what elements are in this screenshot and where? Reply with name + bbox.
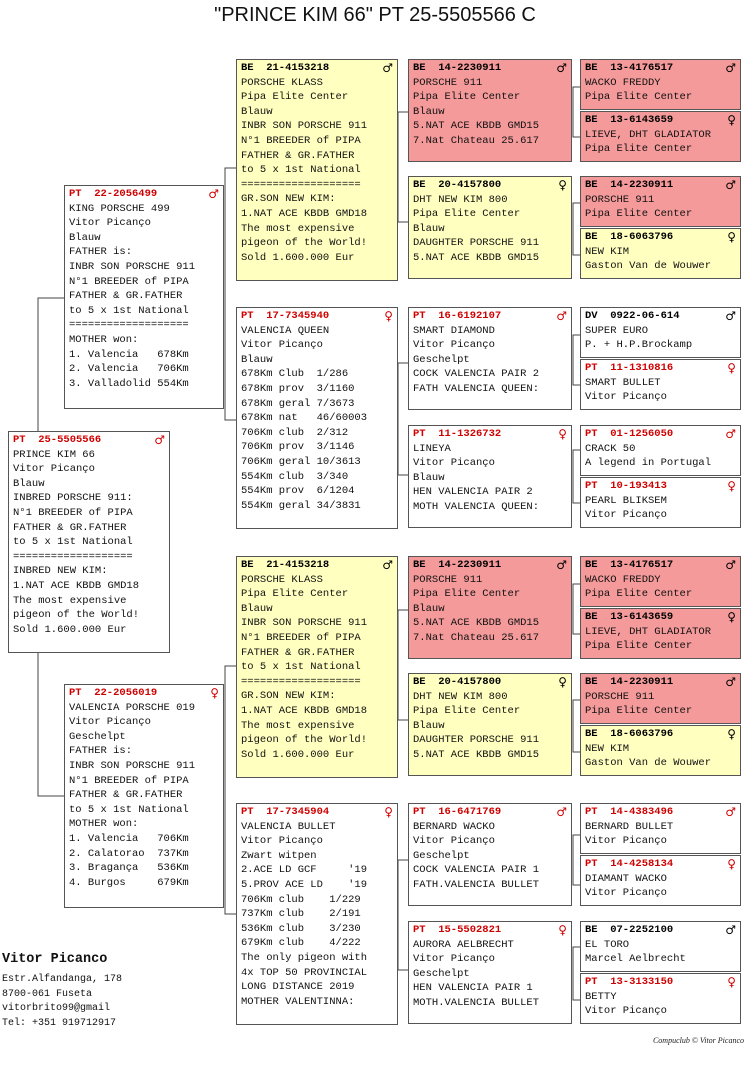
pigeon-name: NEW KIM: [585, 245, 630, 258]
pigeon-info-line: Vitor Picanço: [585, 835, 667, 848]
pigeon-info-line: Gaston Van de Wouwer: [585, 757, 712, 770]
pigeon-info-line: 706Km prov 3/1146: [241, 441, 355, 454]
ring-number: BE 14-2230911: [413, 559, 502, 571]
pigeon-info-line: FATH.VALENCIA BULLET: [413, 878, 540, 891]
pedigree-card-gen5-3[interactable]: [580, 176, 741, 227]
ring-number: BE 20-4157800: [413, 179, 502, 191]
pedigree-card-subject[interactable]: [8, 431, 170, 653]
pigeon-name: VALENCIA BULLET: [241, 820, 336, 833]
pigeon-name: SMART DIAMOND: [413, 324, 495, 337]
ring-number: PT 17-7345940: [241, 310, 330, 322]
male-symbol-icon: ♂: [725, 675, 736, 689]
ring-number: BE 14-2230911: [585, 179, 674, 191]
ring-number: BE 14-2230911: [413, 62, 502, 74]
ring-header: [585, 479, 736, 494]
ring-number: BE 18-6063796: [585, 728, 674, 740]
pigeon-info-line: Zwart witpen: [241, 849, 317, 862]
pigeon-info-line: Blauw: [413, 471, 445, 484]
ring-number: BE 20-4157800: [413, 676, 502, 688]
pigeon-info-line: Blauw: [413, 222, 445, 235]
pigeon-info-line: GR.SON NEW KIM:: [241, 690, 336, 703]
pigeon-info-line: 1.NAT ACE KBDB GMD18: [13, 579, 140, 592]
pigeon-info-line: 1.NAT ACE KBDB GMD18: [241, 704, 368, 717]
pigeon-info-line: pigeon of the World!: [241, 734, 368, 747]
pigeon-info-line: 7.Nat Chateau 25.617: [413, 134, 540, 147]
ring-header: [241, 558, 393, 573]
pigeon-info-line: 1. Valencia 678Km: [69, 348, 189, 361]
ring-number: BE 21-4153218: [241, 559, 330, 571]
ring-number: BE 13-4176517: [585, 62, 674, 74]
ring-number: BE 13-6143659: [585, 611, 674, 623]
male-symbol-icon: ♂: [725, 923, 736, 937]
pigeon-name: AURORA AELBRECHT: [413, 938, 514, 951]
pigeon-info-line: The most expensive: [241, 222, 355, 235]
pigeon-info-line: 3. Bragança 536Km: [69, 862, 189, 875]
male-symbol-icon: ♂: [725, 61, 736, 75]
ring-number: PT 10-193413: [585, 480, 667, 492]
ring-header: [413, 675, 567, 690]
pigeon-info-line: Pipa Elite Center: [413, 705, 521, 718]
pedigree-card-gen5-12[interactable]: [580, 725, 741, 776]
pedigree-card-sire-dam[interactable]: [236, 307, 398, 529]
ring-number: BE 13-6143659: [585, 114, 674, 126]
pigeon-info-line: 2. Valencia 706Km: [69, 363, 189, 376]
ring-header: [585, 805, 736, 820]
pigeon-info-line: MOTHER VALENTINNA:: [241, 995, 355, 1008]
pigeon-info-line: Vitor Picanço: [413, 339, 495, 352]
ring-header: [585, 113, 736, 128]
pigeon-info-line: 737Km club 2/191: [241, 908, 361, 921]
ring-number: DV 0922-06-614: [585, 310, 680, 322]
pigeon-info-line: INBRED PORSCHE 911:: [13, 492, 133, 505]
pigeon-info-line: Marcel Aelbrecht: [585, 953, 686, 966]
ring-number: PT 14-4258134: [585, 858, 674, 870]
male-symbol-icon: ♂: [725, 178, 736, 192]
pigeon-info-line: Vitor Picanço: [585, 887, 667, 900]
pigeon-info-line: Vitor Picanço: [585, 509, 667, 522]
ring-header: [69, 187, 219, 202]
female-symbol-icon: ♀: [558, 178, 567, 192]
pedigree-card-sire-sire[interactable]: [236, 59, 398, 281]
pigeon-info-line: Blauw: [13, 477, 45, 490]
pedigree-card-dds[interactable]: [408, 803, 572, 906]
ring-number: PT 15-5502821: [413, 924, 502, 936]
pigeon-info-line: Sold 1.600.000 Eur: [13, 623, 127, 636]
ring-header: [585, 61, 736, 76]
pigeon-info-line: 5.PROV ACE LD '19: [241, 878, 368, 891]
male-symbol-icon: ♂: [556, 805, 567, 819]
ring-header: [413, 558, 567, 573]
ring-number: PT 25-5505566: [13, 434, 102, 446]
female-symbol-icon: ♀: [727, 361, 736, 375]
pigeon-info-line: ===================: [69, 319, 189, 332]
pigeon-info-line: INBRED NEW KIM:: [13, 565, 108, 578]
pedigree-card-gen5-6[interactable]: [580, 359, 741, 410]
male-symbol-icon: ♂: [556, 61, 567, 75]
pigeon-info-line: to 5 x 1st National: [13, 536, 133, 549]
pigeon-info-line: The most expensive: [13, 594, 127, 607]
pigeon-info-line: INBR SON PORSCHE 911: [241, 617, 368, 630]
ring-header: [585, 558, 736, 573]
pigeon-info-line: DAUGHTER PORSCHE 911: [413, 734, 540, 747]
pedigree-card-sdd[interactable]: [408, 425, 572, 528]
pigeon-info-line: N°1 BREEDER of PIPA: [69, 774, 189, 787]
pigeon-name: BERNARD BULLET: [585, 820, 674, 833]
pigeon-info-line: Geschelpt: [69, 730, 126, 743]
ring-header: [241, 309, 393, 324]
ring-header: [413, 309, 567, 324]
pigeon-info-line: Blauw: [241, 105, 273, 118]
owner-email[interactable]: vitorbrito99@gmail: [2, 1003, 111, 1014]
ring-number: BE 14-2230911: [585, 676, 674, 688]
pigeon-name: DIAMANT WACKO: [585, 872, 667, 885]
pigeon-info-line: Sold 1.600.000 Eur: [241, 748, 355, 761]
pigeon-info-line: 706Km geral 10/3613: [241, 455, 361, 468]
pigeon-info-line: Sold 1.600.000 Eur: [241, 251, 355, 264]
pigeon-info-line: P. + H.P.Brockamp: [585, 339, 693, 352]
owner-phone[interactable]: Tel: +351 919712917: [2, 1017, 117, 1029]
pedigree-card-gen5-8[interactable]: [580, 477, 741, 528]
pigeon-info-line: 678Km prov 3/1160: [241, 382, 355, 395]
pigeon-info-line: FATHER & GR.FATHER: [69, 789, 183, 802]
ring-header: [585, 857, 736, 872]
pigeon-info-line: FATHER & GR.FATHER: [241, 149, 355, 162]
pigeon-info-line: Pipa Elite Center: [241, 91, 349, 104]
pigeon-info-line: 2.ACE LD GCF '19: [241, 864, 368, 877]
ring-header: [13, 433, 165, 448]
ring-number: BE 18-6063796: [585, 231, 674, 243]
pigeon-info-line: Blauw: [413, 719, 445, 732]
pedigree-card-dss[interactable]: [408, 556, 572, 659]
pedigree-card-gen5-7[interactable]: [580, 425, 741, 476]
pigeon-info-line: 1. Valencia 706Km: [69, 832, 189, 845]
pigeon-info-line: 4x TOP 50 PROVINCIAL: [241, 966, 368, 979]
male-symbol-icon: ♂: [725, 309, 736, 323]
ring-header: [585, 610, 736, 625]
pigeon-info-line: HEN VALENCIA PAIR 1: [413, 982, 533, 995]
pigeon-info-line: 678Km geral 7/3673: [241, 397, 355, 410]
pigeon-info-line: 706Km club 1/229: [241, 893, 361, 906]
pigeon-name: WACKO FREDDY: [585, 573, 661, 586]
pigeon-name: DHT NEW KIM 800: [413, 193, 508, 206]
female-symbol-icon: ♀: [727, 230, 736, 244]
pigeon-name: PRINCE KIM 66: [13, 448, 95, 461]
pigeon-info-line: MOTH VALENCIA QUEEN:: [413, 500, 540, 513]
pigeon-name: PORSCHE 911: [585, 193, 655, 206]
pedigree-card-gen5-11[interactable]: [580, 673, 741, 724]
pedigree-card-gen5-15[interactable]: [580, 921, 741, 972]
ring-header: [585, 675, 736, 690]
male-symbol-icon: ♂: [208, 187, 219, 201]
pigeon-info-line: 554Km prov 6/1204: [241, 485, 355, 498]
pigeon-info-line: Vitor Picanço: [413, 457, 495, 470]
male-symbol-icon: ♂: [382, 558, 393, 572]
ring-number: BE 21-4153218: [241, 62, 330, 74]
female-symbol-icon: ♀: [727, 479, 736, 493]
pigeon-name: SMART BULLET: [585, 376, 661, 389]
pedigree-card-sire[interactable]: [64, 185, 224, 409]
pigeon-info-line: Geschelpt: [413, 353, 470, 366]
pigeon-info-line: 706Km club 2/312: [241, 426, 349, 439]
ring-header: [413, 805, 567, 820]
pigeon-info-line: Pipa Elite Center: [413, 91, 521, 104]
ring-header: [413, 923, 567, 938]
pigeon-info-line: Vitor Picanço: [69, 716, 151, 729]
female-symbol-icon: ♀: [384, 309, 393, 323]
pigeon-info-line: pigeon of the World!: [241, 237, 368, 250]
ring-number: BE 13-4176517: [585, 559, 674, 571]
pigeon-info-line: FATHER & GR.FATHER: [241, 646, 355, 659]
male-symbol-icon: ♂: [725, 805, 736, 819]
pigeon-info-line: Vitor Picanço: [13, 463, 95, 476]
pigeon-info-line: 536Km club 3/230: [241, 922, 361, 935]
ring-number: PT 01-1256050: [585, 428, 674, 440]
pigeon-info-line: The most expensive: [241, 719, 355, 732]
pigeon-name: PORSCHE KLASS: [241, 573, 323, 586]
pigeon-info-line: MOTH.VALENCIA BULLET: [413, 996, 540, 1009]
pigeon-info-line: Blauw: [241, 353, 273, 366]
pigeon-info-line: FATH VALENCIA QUEEN:: [413, 382, 540, 395]
pigeon-info-line: 5.NAT ACE KBDB GMD15: [413, 748, 540, 761]
female-symbol-icon: ♀: [727, 975, 736, 989]
pigeon-info-line: to 5 x 1st National: [69, 304, 189, 317]
pigeon-info-line: FATHER is:: [69, 246, 133, 259]
pigeon-info-line: 679Km club 4/222: [241, 937, 361, 950]
pigeon-info-line: 678Km nat 46/60003: [241, 412, 368, 425]
pigeon-info-line: pigeon of the World!: [13, 609, 140, 622]
pigeon-info-line: Blauw: [413, 602, 445, 615]
pigeon-info-line: 4. Burgos 679Km: [69, 876, 189, 889]
pigeon-info-line: N°1 BREEDER of PIPA: [241, 134, 361, 147]
female-symbol-icon: ♀: [727, 727, 736, 741]
ring-header: [585, 361, 736, 376]
pedigree-title: "PRINCE KIM 66" PT 25-5505566 C: [214, 4, 536, 26]
ring-number: PT 16-6192107: [413, 310, 502, 322]
male-symbol-icon: ♂: [556, 309, 567, 323]
credit-footer: Compuclub © Vitor Picanco: [652, 1036, 744, 1045]
pigeon-info-line: INBR SON PORSCHE 911: [69, 260, 196, 273]
female-symbol-icon: ♀: [558, 923, 567, 937]
pigeon-name: PORSCHE 911: [413, 76, 483, 89]
pedigree-card-sss[interactable]: [408, 59, 572, 162]
pedigree-card-gen5-1[interactable]: [580, 59, 741, 110]
pigeon-info-line: Pipa Elite Center: [585, 208, 693, 221]
ring-number: PT 16-6471769: [413, 806, 502, 818]
pigeon-name: PEARL BLIKSEM: [585, 494, 667, 507]
pigeon-info-line: Pipa Elite Center: [241, 588, 349, 601]
pigeon-info-line: Pipa Elite Center: [585, 640, 693, 653]
pigeon-name: EL TORO: [585, 938, 630, 951]
male-symbol-icon: ♂: [382, 61, 393, 75]
female-symbol-icon: ♀: [384, 805, 393, 819]
pigeon-info-line: Vitor Picanço: [413, 953, 495, 966]
owner-address-street: Estr.Alfandanga, 178: [2, 974, 123, 985]
pedigree-card-dam-dam[interactable]: [236, 803, 398, 1025]
ring-header: [585, 178, 736, 193]
ring-header: [585, 975, 736, 990]
pigeon-info-line: Pipa Elite Center: [413, 208, 521, 221]
pigeon-info-line: DAUGHTER PORSCHE 911: [413, 237, 540, 250]
pigeon-info-line: MOTHER won:: [69, 818, 139, 831]
pigeon-info-line: to 5 x 1st National: [241, 661, 361, 674]
pedigree-card-gen5-14[interactable]: [580, 855, 741, 906]
pigeon-name: WACKO FREDDY: [585, 76, 661, 89]
owner-address-city: 8700-061 Fuseta: [2, 988, 93, 1000]
pigeon-info-line: 2. Calatorao 737Km: [69, 847, 189, 860]
pigeon-name: PORSCHE 911: [413, 573, 483, 586]
pigeon-info-line: GR.SON NEW KIM:: [241, 193, 336, 206]
pigeon-info-line: Gaston Van de Wouwer: [585, 260, 712, 273]
pigeon-info-line: ===================: [13, 550, 133, 563]
pigeon-name: CRACK 50: [585, 442, 636, 455]
pedigree-card-gen5-2[interactable]: [580, 111, 741, 162]
pigeon-info-line: 678Km Club 1/286: [241, 368, 349, 381]
ring-number: PT 11-1310816: [585, 362, 674, 374]
male-symbol-icon: ♂: [154, 433, 165, 447]
pigeon-info-line: 7.Nat Chateau 25.617: [413, 631, 540, 644]
pedigree-card-gen5-16[interactable]: [580, 973, 741, 1024]
pigeon-info-line: Vitor Picanço: [241, 339, 323, 352]
owner-name: Vitor Picanco: [2, 952, 108, 967]
pedigree-card-gen5-13[interactable]: [580, 803, 741, 854]
pedigree-card-ddd[interactable]: [408, 921, 572, 1024]
pigeon-info-line: Vitor Picanço: [69, 217, 151, 230]
female-symbol-icon: ♀: [727, 857, 736, 871]
pigeon-name: VALENCIA QUEEN: [241, 324, 330, 337]
pigeon-info-line: 554Km geral 34/3831: [241, 499, 361, 512]
ring-header: [585, 923, 736, 938]
pedigree-card-sds[interactable]: [408, 307, 572, 410]
pigeon-info-line: INBR SON PORSCHE 911: [69, 759, 196, 772]
pigeon-name: BERNARD WACKO: [413, 820, 495, 833]
pigeon-name: DHT NEW KIM 800: [413, 690, 508, 703]
pigeon-name: KING PORSCHE 499: [69, 202, 170, 215]
female-symbol-icon: ♀: [210, 686, 219, 700]
pigeon-info-line: 3. Valladolid 554Km: [69, 377, 189, 390]
ring-header: [585, 230, 736, 245]
pigeon-name: LIEVE, DHT GLADIATOR: [585, 625, 712, 638]
pigeon-info-line: ===================: [241, 178, 361, 191]
pigeon-info-line: Pipa Elite Center: [585, 705, 693, 718]
pigeon-info-line: FATHER is:: [69, 745, 133, 758]
pigeon-info-line: N°1 BREEDER of PIPA: [13, 506, 133, 519]
ring-header: [413, 427, 567, 442]
pigeon-info-line: FATHER & GR.FATHER: [69, 290, 183, 303]
ring-number: PT 11-1326732: [413, 428, 502, 440]
male-symbol-icon: ♂: [725, 427, 736, 441]
pedigree-card-dam[interactable]: [64, 684, 224, 908]
pedigree-card-gen5-10[interactable]: [580, 608, 741, 659]
pigeon-name: SUPER EURO: [585, 324, 649, 337]
ring-number: PT 14-4383496: [585, 806, 674, 818]
pigeon-info-line: COCK VALENCIA PAIR 1: [413, 864, 540, 877]
pigeon-info-line: LONG DISTANCE 2019: [241, 981, 355, 994]
pigeon-info-line: Blauw: [241, 602, 273, 615]
pigeon-info-line: Vitor Picanço: [413, 835, 495, 848]
pigeon-info-line: ===================: [241, 675, 361, 688]
pigeon-info-line: Blauw: [413, 105, 445, 118]
pedigree-card-gen5-4[interactable]: [580, 228, 741, 279]
pigeon-info-line: A legend in Portugal: [585, 457, 712, 470]
pigeon-info-line: Pipa Elite Center: [585, 91, 693, 104]
pigeon-info-line: Geschelpt: [413, 849, 470, 862]
owner-info: [2, 952, 122, 1031]
ring-number: PT 22-2056019: [69, 687, 158, 699]
pigeon-name: PORSCHE 911: [585, 690, 655, 703]
pigeon-info-line: 554Km club 3/340: [241, 470, 349, 483]
ring-number: PT 22-2056499: [69, 188, 158, 200]
pigeon-name: LIEVE, DHT GLADIATOR: [585, 128, 712, 141]
pedigree-card-dsd[interactable]: [408, 673, 572, 776]
pigeon-info-line: INBR SON PORSCHE 911: [241, 120, 368, 133]
pigeon-info-line: 1.NAT ACE KBDB GMD18: [241, 207, 368, 220]
pigeon-info-line: 5.NAT ACE KBDB GMD15: [413, 120, 540, 133]
pigeon-info-line: 5.NAT ACE KBDB GMD15: [413, 251, 540, 264]
female-symbol-icon: ♀: [727, 610, 736, 624]
ring-number: PT 13-3133150: [585, 976, 674, 988]
pigeon-info-line: MOTHER won:: [69, 333, 139, 346]
pigeon-info-line: to 5 x 1st National: [69, 803, 189, 816]
pigeon-info-line: Pipa Elite Center: [585, 588, 693, 601]
ring-header: [585, 427, 736, 442]
female-symbol-icon: ♀: [558, 675, 567, 689]
pigeon-info-line: FATHER & GR.FATHER: [13, 521, 127, 534]
pedigree-card-dam-sire[interactable]: [236, 556, 398, 778]
male-symbol-icon: ♂: [725, 558, 736, 572]
pedigree-card-ssd[interactable]: [408, 176, 572, 279]
ring-header: [241, 805, 393, 820]
ring-header: [413, 61, 567, 76]
ring-header: [585, 309, 736, 324]
ring-header: [69, 686, 219, 701]
pedigree-card-gen5-5[interactable]: [580, 307, 741, 358]
male-symbol-icon: ♂: [556, 558, 567, 572]
female-symbol-icon: ♀: [558, 427, 567, 441]
pigeon-info-line: COCK VALENCIA PAIR 2: [413, 368, 540, 381]
pigeon-name: VALENCIA PORSCHE 019: [69, 701, 196, 714]
pigeon-info-line: Vitor Picanço: [585, 1005, 667, 1018]
pigeon-name: BETTY: [585, 990, 617, 1003]
pigeon-info-line: Pipa Elite Center: [585, 143, 693, 156]
pigeon-info-line: Blauw: [69, 231, 101, 244]
pigeon-info-line: to 5 x 1st National: [241, 164, 361, 177]
pedigree-card-gen5-9[interactable]: [580, 556, 741, 607]
pigeon-name: NEW KIM: [585, 742, 630, 755]
pigeon-name: LINEYA: [413, 442, 451, 455]
ring-header: [585, 727, 736, 742]
female-symbol-icon: ♀: [727, 113, 736, 127]
pigeon-info-line: Vitor Picanço: [585, 391, 667, 404]
ring-header: [413, 178, 567, 193]
pigeon-info-line: N°1 BREEDER of PIPA: [241, 631, 361, 644]
ring-number: BE 07-2252100: [585, 924, 674, 936]
pigeon-info-line: N°1 BREEDER of PIPA: [69, 275, 189, 288]
pigeon-info-line: HEN VALENCIA PAIR 2: [413, 486, 533, 499]
pigeon-info-line: Pipa Elite Center: [413, 588, 521, 601]
pigeon-name: PORSCHE KLASS: [241, 76, 323, 89]
pigeon-info-line: 5.NAT ACE KBDB GMD15: [413, 617, 540, 630]
pigeon-info-line: Geschelpt: [413, 967, 470, 980]
ring-number: PT 17-7345904: [241, 806, 330, 818]
ring-header: [241, 61, 393, 76]
pigeon-info-line: Vitor Picanço: [241, 835, 323, 848]
pigeon-info-line: The only pigeon with: [241, 951, 368, 964]
